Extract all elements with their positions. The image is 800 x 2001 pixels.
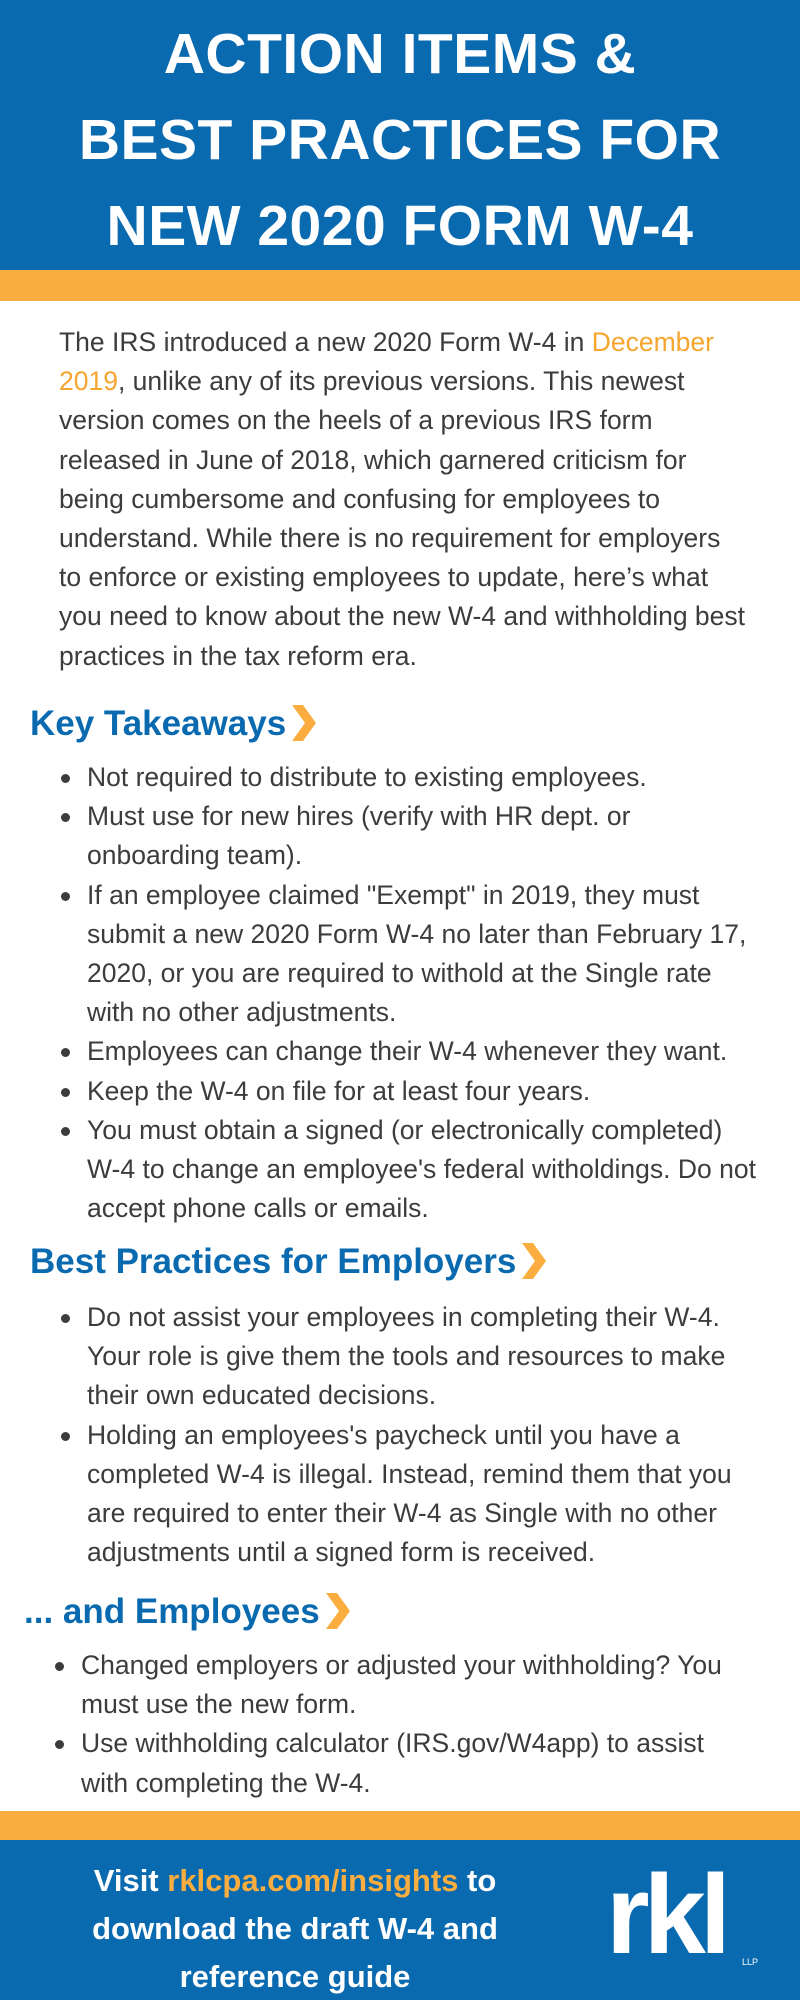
intro-text-rest: , unlike any of its previous versions. This newest version comes on the heels of a previous IRS form released in June of 2018, which garnered criticism for being cumbersome and confusing for employees to understand. While there is no requirement for employers to enforce or existing employees to update, here’s what you need to know about the new W-4 and withholding best practices in the tax reform era.: [59, 366, 746, 671]
bullet-icon: [61, 1048, 70, 1057]
intro-paragraph: [59, 323, 749, 676]
bullet-icon: [61, 1127, 70, 1136]
list-item-text: Not required to distribute to existing employees.: [87, 762, 647, 792]
top-accent-stripe: [0, 270, 800, 301]
chevron-right-icon: [324, 1593, 350, 1629]
list-item-text: Use withholding calculator (IRS.gov/W4app) to assist with completing the W-4.: [81, 1728, 705, 1798]
intro-text-start: The IRS introduced a new 2020 Form W-4 in: [59, 327, 592, 357]
bullet-icon: [61, 774, 70, 783]
page-title: [0, 0, 800, 269]
title-line-3: NEW 2020 FORM W-4: [106, 194, 694, 258]
bottom-accent-stripe: [0, 1811, 800, 1840]
list-item: [59, 1032, 759, 1071]
best-practices-heading: [30, 1240, 546, 1284]
header-banner: [0, 0, 800, 270]
cta-prefix: Visit: [93, 1863, 168, 1898]
bullet-icon: [55, 1662, 64, 1671]
list-item-text: Keep the W-4 on file for at least four years.: [87, 1075, 591, 1106]
list-item: [59, 1072, 759, 1111]
title-line-1: ACTION ITEMS &: [163, 22, 637, 86]
bullet-icon: [61, 1432, 70, 1441]
insights-link[interactable]: rklcpa.com/insights: [167, 1863, 459, 1898]
list-item: [59, 797, 759, 875]
rkl-logo: [606, 1865, 766, 1973]
best-practices-heading-text: Best Practices for Employers: [30, 1242, 517, 1281]
list-item-text: Holding an employees's paycheck until you have a completed W-4 is illegal. Instead, remind them that you are required to enter their W-4 as Single with no other adjustments until a signed form is received.: [87, 1419, 732, 1568]
bullet-icon: [55, 1740, 64, 1749]
bullet-icon: [61, 1088, 70, 1097]
list-item: [59, 1298, 749, 1416]
logo-text: rkl: [606, 1865, 725, 1973]
list-item-text: If an employee claimed "Exempt" in 2019, they must submit a new 2020 Form W-4 no later than February 17, 2020, or you are required to withold at the Single rate with no other adjustments.: [87, 879, 747, 1028]
list-item-text: Changed employers or adjusted your withholding? You must use the new form.: [81, 1650, 722, 1720]
chevron-right-icon: [520, 1243, 546, 1279]
key-takeaways-heading: [30, 702, 316, 746]
employees-list: [53, 1646, 743, 1803]
footer-cta: [40, 1857, 550, 2001]
employees-heading-text: ... and Employees: [24, 1592, 320, 1631]
list-item: [59, 876, 759, 1033]
employees-heading: [24, 1590, 350, 1634]
footer-banner: [0, 1840, 800, 2000]
list-item: [59, 1111, 759, 1229]
intro-date-highlight: December 2019: [59, 327, 714, 397]
logo-sub: LLP: [742, 1957, 759, 1967]
cta-suffix: to download the draft W-4 and reference guide: [92, 1863, 498, 1994]
list-item-text: You must obtain a signed (or electronically completed) W-4 to change an employee's federal witholdings. Do not accept phone calls or emails.: [87, 1114, 756, 1224]
list-item: [53, 1724, 743, 1802]
bullet-icon: [61, 892, 70, 901]
title-line-2: BEST PRACTICES FOR: [78, 108, 722, 172]
bullet-icon: [61, 813, 70, 822]
bullet-icon: [61, 1314, 70, 1323]
list-item-text: Employees can change their W-4 whenever they want.: [87, 1036, 728, 1067]
list-item: [59, 758, 759, 797]
list-item: [59, 1416, 749, 1573]
list-item-text: Do not assist your employees in completing their W-4. Your role is give them the tools and resources to make their own educated decisions.: [87, 1302, 726, 1411]
best-practices-list: [59, 1298, 749, 1572]
key-takeaways-list: [59, 758, 759, 1228]
key-takeaways-heading-text: Key Takeaways: [30, 704, 287, 743]
list-item: [53, 1646, 743, 1724]
list-item-text: Must use for new hires (verify with HR dept. or onboarding team).: [87, 801, 631, 871]
chevron-right-icon: [290, 705, 316, 741]
